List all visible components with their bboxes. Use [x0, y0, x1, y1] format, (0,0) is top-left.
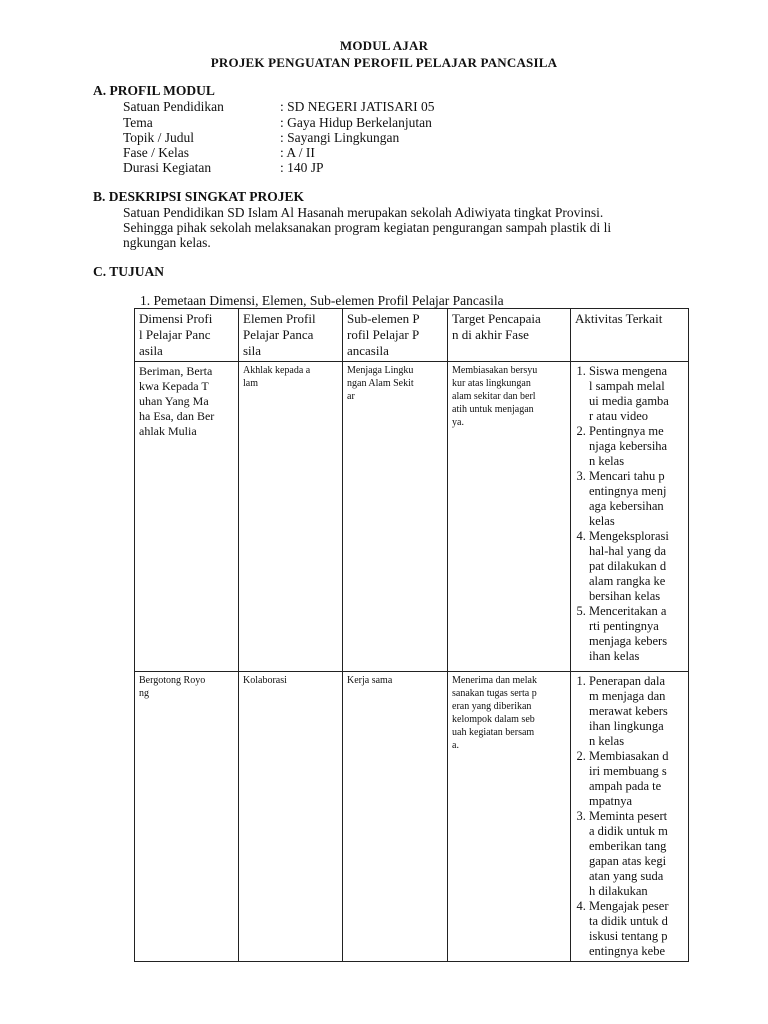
- table-header-row: [135, 309, 689, 362]
- section-b-heading: B. DESKRIPSI SINGKAT PROJEK: [93, 189, 305, 204]
- activity-item: 1. Siswa mengena l sampah melal ui media gamba r atau video: [589, 364, 685, 424]
- mapping-subheading: 1. Pemetaan Dimensi, Elemen, Sub-elemen Profil Pelajar Pancasila: [140, 293, 504, 308]
- header-aktivitas: Aktivitas Terkait: [571, 309, 689, 362]
- section-c-heading: C. TUJUAN: [93, 264, 165, 279]
- cell-dimensi: Beriman, Berta kwa Kepada T uhan Yang Ma ha Esa, dan Ber ahlak Mulia: [135, 362, 239, 672]
- table-row: [135, 362, 689, 672]
- mapping-table: [134, 308, 689, 962]
- cell-aktivitas: [571, 672, 689, 962]
- activity-item: 4. Mengajak peser ta didik untuk d iskusi tentang p entingnya kebe: [589, 899, 685, 959]
- cell-elemen: Kolaborasi: [239, 672, 343, 962]
- profile-label: Tema: [123, 115, 153, 130]
- header-target: Target Pencapaia n di akhir Fase: [448, 309, 571, 362]
- activity-list: [589, 364, 685, 664]
- activity-item: 2. Membiasakan d iri membuang s ampah pada te mpatnya: [589, 749, 685, 809]
- header-sub-elemen: Sub-elemen P rofil Pelajar P ancasila: [343, 309, 448, 362]
- activity-list: [589, 674, 685, 959]
- profile-label: Topik / Judul: [123, 130, 195, 145]
- activity-item: 5. Menceritakan a rti pentingnya menjaga kebers ihan kelas: [589, 604, 685, 664]
- cell-dimensi: Bergotong Royo ng: [135, 672, 239, 962]
- activity-item: 3. Mencari tahu p entingnya menj aga kebersihan kelas: [589, 469, 685, 529]
- header-elemen: Elemen Profil Pelajar Panca sila: [239, 309, 343, 362]
- cell-target: Menerima dan melak sanakan tugas serta p eran yang diberikan kelompok dalam seb uah kegiatan bersam a.: [448, 672, 571, 962]
- module-title: MODUL AJAR: [339, 38, 429, 53]
- module-subtitle: PROJEK PENGUATAN PEROFIL PELAJAR PANCASILA: [210, 55, 558, 70]
- cell-sub-elemen: Menjaga Lingku ngan Alam Sekit ar: [343, 362, 448, 672]
- header-dimensi: Dimensi Profi l Pelajar Panc asila: [135, 309, 239, 362]
- activity-item: 2. Pentingnya me njaga kebersiha n kelas: [589, 424, 685, 469]
- cell-sub-elemen: Kerja sama: [343, 672, 448, 962]
- profile-value: : A / II: [280, 145, 315, 160]
- activity-item: 4. Mengeksplorasi hal-hal yang da pat dilakukan d alam rangka ke bersihan kelas: [589, 529, 685, 604]
- profile-label: Fase / Kelas: [123, 145, 189, 160]
- profile-value: : Gaya Hidup Berkelanjutan: [280, 115, 432, 130]
- section-a-heading: A. PROFIL MODUL: [93, 83, 215, 98]
- description-line: Sehingga pihak sekolah melaksanakan program kegiatan pengurangan sampah plastik di li: [123, 220, 612, 235]
- description-line: Satuan Pendidikan SD Islam Al Hasanah merupakan sekolah Adiwiyata tingkat Provinsi.: [123, 205, 604, 220]
- profile-value: : 140 JP: [280, 160, 324, 175]
- table-row: [135, 672, 689, 962]
- activity-item: 3. Meminta pesert a didik untuk m emberikan tang gapan atas kegi atan yang suda h dilakukan: [589, 809, 685, 899]
- cell-aktivitas: [571, 362, 689, 672]
- profile-value: : Sayangi Lingkungan: [280, 130, 400, 145]
- cell-target: Membiasakan bersyu kur atas lingkungan alam sekitar dan berl atih untuk menjagan ya.: [448, 362, 571, 672]
- profile-value: : SD NEGERI JATISARI 05: [280, 99, 435, 114]
- cell-elemen: Akhlak kepada a lam: [239, 362, 343, 672]
- profile-label: Satuan Pendidikan: [123, 99, 224, 114]
- profile-label: Durasi Kegiatan: [123, 160, 212, 175]
- description-line: ngkungan kelas.: [123, 235, 211, 250]
- activity-item: 1. Penerapan dala m menjaga dan merawat kebers ihan lingkunga n kelas: [589, 674, 685, 749]
